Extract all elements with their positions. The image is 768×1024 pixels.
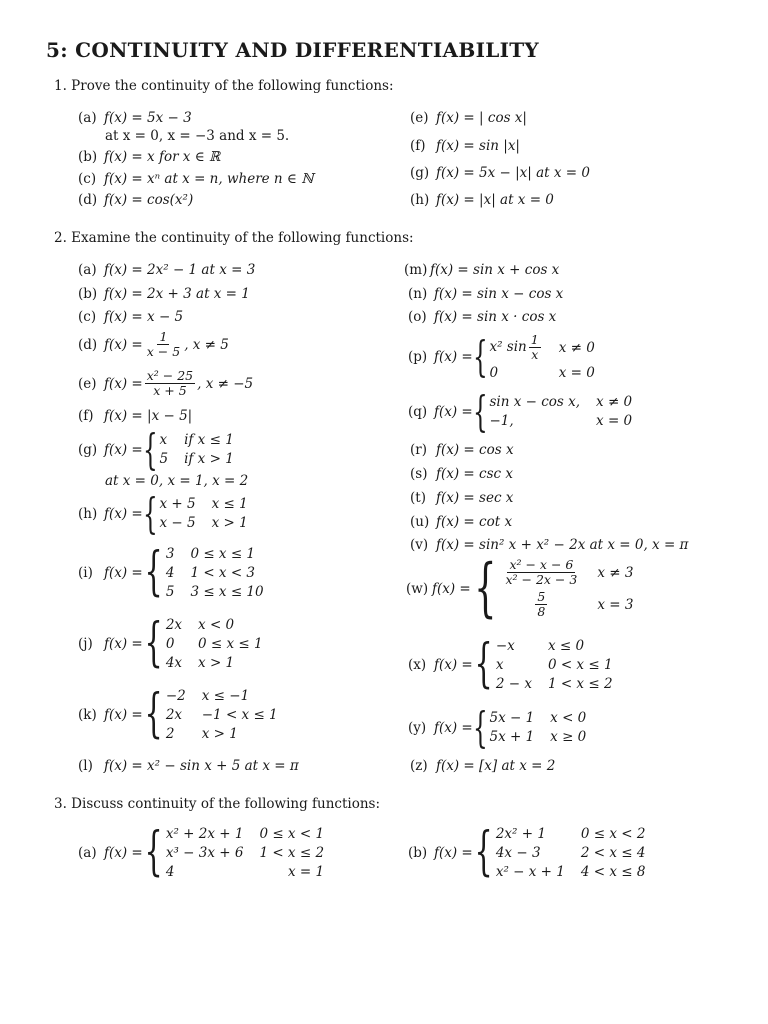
q2-item-u-text: f(x) = cot x xyxy=(436,514,513,530)
piecewise-cases xyxy=(501,558,633,619)
q2-item-b-text: f(x) = 2x + 3 at x = 1 xyxy=(104,286,250,302)
q2-item-q-label: (q) xyxy=(408,403,428,420)
case-value: x − 5 xyxy=(159,515,196,531)
fraction-numerator: 5 xyxy=(537,589,546,604)
piecewise-cases xyxy=(489,710,586,745)
left-brace: { xyxy=(472,332,488,382)
case-value-text: x² sin xyxy=(489,339,527,355)
case-fraction xyxy=(503,590,579,619)
q2-item-m-text: f(x) = sin x + cos x xyxy=(430,262,560,278)
q1-item-d-label: (d) xyxy=(78,192,98,208)
case-value: 5x − 1 xyxy=(489,710,535,726)
case-fraction xyxy=(529,333,541,362)
case-value: sin x − cos x, xyxy=(489,394,581,410)
q2-item-v-label: (v) xyxy=(410,537,429,553)
fraction-numerator: 1 xyxy=(159,329,168,344)
q1-item-h-label: (h) xyxy=(410,192,430,208)
case-value: 2x xyxy=(165,617,183,633)
case-value: 2 xyxy=(165,726,175,742)
q2-item-o-label: (o) xyxy=(408,309,427,325)
left-brace: { xyxy=(472,702,488,752)
q1-item-a-condition: at x = 0, x = −3 and x = 5. xyxy=(105,128,290,144)
q2-item-q xyxy=(408,386,633,436)
fraction-numerator: x² − x − 6 xyxy=(509,557,574,572)
q3-item-b-pre: f(x) = xyxy=(434,845,473,861)
q2-item-r-text: f(x) = cos x xyxy=(436,442,514,458)
q1-item-b xyxy=(78,149,220,165)
case-value: 5 xyxy=(165,584,175,600)
q2-item-y xyxy=(408,702,587,752)
case-condition: x = 3 xyxy=(597,596,634,613)
page-title: 5: CONTINUITY AND DIFFERENTIABILITY xyxy=(46,38,540,62)
q2-item-a xyxy=(78,262,255,278)
q2-item-b xyxy=(78,286,250,302)
q2-item-l-text: f(x) = x² − sin x + 5 at x = π xyxy=(104,758,299,774)
left-brace: { xyxy=(144,684,163,745)
case-value: 4x − 3 xyxy=(495,845,541,861)
left-brace: { xyxy=(472,386,488,436)
case-condition: 2 < x ≤ 4 xyxy=(580,845,646,861)
case-condition: x ≤ 1 xyxy=(211,496,248,512)
q2-item-n-text: f(x) = sin x − cos x xyxy=(434,286,564,302)
piecewise-cases xyxy=(489,333,594,381)
q1-item-g xyxy=(410,165,590,181)
q2-item-f-label: (f) xyxy=(78,408,94,424)
case-condition: 0 ≤ x ≤ 1 xyxy=(190,546,256,562)
q2-item-c xyxy=(78,309,183,325)
case-condition: x > 1 xyxy=(201,726,238,742)
q1-item-h xyxy=(410,192,554,208)
case-condition: 1 < x ≤ 2 xyxy=(259,845,325,861)
case-condition: 1 < x ≤ 2 xyxy=(547,676,613,692)
q2-item-p-label: (p) xyxy=(408,349,428,365)
q3-item-b xyxy=(408,822,646,883)
q2-item-k-label: (k) xyxy=(78,707,97,723)
piecewise-cases xyxy=(489,394,632,429)
left-brace: { xyxy=(142,424,158,474)
q3-item-a-pre: f(x) = xyxy=(104,845,143,861)
q1-item-h-text: f(x) = |x| at x = 0 xyxy=(436,192,554,208)
q1-item-e xyxy=(410,110,527,126)
case-fraction xyxy=(503,558,579,587)
piecewise-cases xyxy=(166,826,324,880)
case-condition: x > 1 xyxy=(211,515,248,531)
q1-item-e-label: (e) xyxy=(410,110,429,126)
case-condition: −1 < x ≤ 1 xyxy=(201,707,278,723)
case-condition: x = 0 xyxy=(558,365,595,381)
q2-item-h-pre: f(x) = xyxy=(104,505,143,522)
q3-item-b-label: (b) xyxy=(408,845,428,861)
q2-item-n xyxy=(408,286,563,302)
piecewise-cases xyxy=(166,688,278,742)
q1-item-c-text: f(x) = xⁿ at x = n, where n ∈ ℕ xyxy=(104,171,314,187)
q2-item-l xyxy=(78,758,299,774)
q1-item-c xyxy=(78,171,314,187)
q2-item-d xyxy=(78,330,229,359)
q2-item-x-label: (x) xyxy=(408,657,427,673)
q1-item-f xyxy=(410,138,520,154)
piecewise-cases xyxy=(496,638,613,692)
q2-item-i-label: (i) xyxy=(78,565,93,581)
case-condition: x ≤ 0 xyxy=(547,638,585,654)
q2-item-t xyxy=(410,490,513,506)
q2-item-h-label: (h) xyxy=(78,505,98,522)
q2-item-j-pre: f(x) = xyxy=(104,636,143,652)
case-condition: x ≠ 3 xyxy=(597,564,634,581)
left-brace: { xyxy=(144,822,163,883)
q1-item-b-label: (b) xyxy=(78,149,98,165)
case-condition: if x ≤ 1 xyxy=(184,432,234,448)
q1-item-f-text: f(x) = sin |x| xyxy=(436,138,520,154)
question-3-heading: 3. Discuss continuity of the following functions: xyxy=(54,796,381,812)
case-value: x xyxy=(159,432,168,448)
fraction-denominator: 8 xyxy=(537,604,546,619)
q2-item-m xyxy=(404,262,559,278)
case-condition: 0 ≤ x < 1 xyxy=(259,826,325,842)
case-value xyxy=(489,333,542,362)
q1-item-a xyxy=(78,110,192,126)
left-brace: { xyxy=(144,613,163,674)
q2-item-s xyxy=(410,466,513,482)
fraction-numerator: x² − 25 xyxy=(146,368,194,383)
case-condition: x ≥ 0 xyxy=(550,729,587,745)
piecewise-cases xyxy=(496,826,646,880)
case-value: x² + 2x + 1 xyxy=(165,826,244,842)
case-value: 0 xyxy=(489,365,499,381)
q2-item-j-label: (j) xyxy=(78,636,93,652)
q2-item-e-fraction xyxy=(145,369,195,398)
case-value: x² − x + 1 xyxy=(495,864,565,880)
q2-item-g-pre: f(x) = xyxy=(104,441,143,458)
left-brace: { xyxy=(144,542,163,603)
piecewise-cases xyxy=(166,617,263,671)
fraction-denominator: x xyxy=(531,347,539,362)
q2-item-y-pre: f(x) = xyxy=(434,719,473,736)
case-value: 2x² + 1 xyxy=(495,826,546,842)
case-value: x + 5 xyxy=(159,496,196,512)
case-value: 3 xyxy=(165,546,175,562)
q2-item-u-label: (u) xyxy=(410,514,430,530)
case-condition: x = 1 xyxy=(287,864,325,880)
q1-item-c-label: (c) xyxy=(78,171,97,187)
q2-item-f xyxy=(78,408,192,424)
case-value: x xyxy=(495,657,504,673)
q2-item-e xyxy=(78,369,253,398)
q1-item-f-label: (f) xyxy=(410,138,426,154)
q2-item-o xyxy=(408,309,556,325)
q2-item-d-pre: f(x) = xyxy=(104,336,143,353)
q2-item-p-pre: f(x) = xyxy=(434,349,473,365)
q2-item-q-pre: f(x) = xyxy=(434,403,473,420)
case-value: 4 xyxy=(165,565,175,581)
left-brace: { xyxy=(474,634,493,695)
q2-item-r xyxy=(410,442,514,458)
case-condition: x > 1 xyxy=(198,655,235,671)
case-condition: if x > 1 xyxy=(184,451,234,467)
q2-item-k xyxy=(78,684,278,745)
q2-item-v-text: f(x) = sin² x + x² − 2x at x = 0, x = π xyxy=(436,537,689,553)
q2-item-r-label: (r) xyxy=(410,442,427,458)
q2-item-d-condition: , x ≠ 5 xyxy=(184,336,229,353)
q1-item-b-text: f(x) = x for x ∈ ℝ xyxy=(104,149,221,165)
piecewise-cases xyxy=(166,546,264,600)
q2-item-g-condition: at x = 0, x = 1, x = 2 xyxy=(105,473,249,489)
q2-item-z-label: (z) xyxy=(410,758,428,774)
q2-item-a-text: f(x) = 2x² − 1 at x = 3 xyxy=(104,262,256,278)
q2-item-f-text: f(x) = |x − 5| xyxy=(104,408,193,424)
case-condition: 4 < x ≤ 8 xyxy=(580,864,646,880)
case-condition: 1 < x < 3 xyxy=(190,565,256,581)
q2-item-s-label: (s) xyxy=(410,466,428,482)
q2-item-w xyxy=(406,550,634,625)
case-condition: 3 ≤ x ≤ 10 xyxy=(190,584,264,600)
case-value: −1, xyxy=(489,413,514,429)
q2-item-b-label: (b) xyxy=(78,286,98,302)
case-value: 2 − x xyxy=(495,676,532,692)
q1-item-e-text: f(x) = | cos x| xyxy=(436,110,527,126)
q2-item-o-text: f(x) = sin x · cos x xyxy=(434,309,557,325)
question-1-heading: 1. Prove the continuity of the following functions: xyxy=(54,78,394,94)
question-2-heading: 2. Examine the continuity of the following functions: xyxy=(54,230,414,246)
q1-item-d-text: f(x) = cos(x²) xyxy=(104,192,194,208)
q1-item-d xyxy=(78,192,193,208)
case-value: x³ − 3x + 6 xyxy=(165,845,244,861)
case-value: 5x + 1 xyxy=(489,729,535,745)
q2-item-g-label: (g) xyxy=(78,441,98,458)
q2-item-u xyxy=(410,514,512,530)
q1-item-a-label: (a) xyxy=(78,110,97,126)
case-condition: 0 < x ≤ 1 xyxy=(547,657,613,673)
q1-item-g-label: (g) xyxy=(410,165,430,181)
case-condition: 0 ≤ x ≤ 1 xyxy=(198,636,263,652)
fraction-numerator: 1 xyxy=(530,332,539,347)
q3-item-a xyxy=(78,822,325,883)
fraction-denominator: x² − 2x − 3 xyxy=(505,572,578,587)
left-brace: { xyxy=(142,488,158,538)
left-brace: { xyxy=(473,550,497,625)
q2-item-e-condition: , x ≠ −5 xyxy=(197,375,254,392)
q2-item-c-label: (c) xyxy=(78,309,97,325)
q2-item-i-pre: f(x) = xyxy=(104,565,143,581)
case-condition: x < 0 xyxy=(198,617,235,633)
q2-item-m-label: (m) xyxy=(404,262,428,278)
q2-item-x xyxy=(408,634,613,695)
case-value: −2 xyxy=(165,688,186,704)
q1-item-a-text: f(x) = 5x − 3 xyxy=(104,110,192,126)
q2-item-y-label: (y) xyxy=(408,719,427,736)
case-condition: x ≠ 0 xyxy=(558,339,595,356)
case-condition: x = 0 xyxy=(596,413,633,429)
q2-item-l-label: (l) xyxy=(78,758,93,774)
case-condition: 0 ≤ x < 2 xyxy=(580,826,646,842)
q2-item-w-pre: f(x) = xyxy=(432,580,471,597)
case-value: 2x xyxy=(165,707,183,723)
q2-item-j xyxy=(78,613,263,674)
q1-item-g-text: f(x) = 5x − |x| at x = 0 xyxy=(436,165,590,181)
q2-item-z xyxy=(410,758,555,774)
q2-item-p xyxy=(408,333,595,381)
q2-item-e-pre: f(x) = xyxy=(104,375,143,392)
q3-item-a-label: (a) xyxy=(78,845,97,861)
case-value: 4x xyxy=(165,655,183,671)
case-value: 5 xyxy=(159,451,169,467)
q2-item-n-label: (n) xyxy=(408,286,428,302)
case-condition: x ≤ −1 xyxy=(201,688,250,704)
q2-item-e-label: (e) xyxy=(78,375,97,392)
q2-item-t-label: (t) xyxy=(410,490,426,506)
q2-item-a-label: (a) xyxy=(78,262,97,278)
q2-item-c-text: f(x) = x − 5 xyxy=(104,309,184,325)
case-condition: x < 0 xyxy=(550,710,587,726)
q2-item-w-label: (w) xyxy=(406,580,429,597)
case-value: −x xyxy=(495,638,515,654)
fraction-denominator: x − 5 xyxy=(146,344,181,359)
q2-item-v xyxy=(410,537,688,553)
q2-item-g xyxy=(78,424,234,474)
case-value: 4 xyxy=(165,864,175,880)
case-value: 0 xyxy=(165,636,175,652)
fraction-denominator: x + 5 xyxy=(153,383,187,398)
q2-item-s-text: f(x) = csc x xyxy=(436,466,513,482)
q2-item-d-label: (d) xyxy=(78,336,98,353)
q2-item-t-text: f(x) = sec x xyxy=(436,490,514,506)
q2-item-z-text: f(x) = [x] at x = 2 xyxy=(436,758,556,774)
left-brace: { xyxy=(474,822,493,883)
q2-item-k-pre: f(x) = xyxy=(104,707,143,723)
q2-item-h xyxy=(78,488,248,538)
q2-item-i xyxy=(78,542,264,603)
q2-item-x-pre: f(x) = xyxy=(434,657,473,673)
case-condition: x ≠ 0 xyxy=(596,394,633,410)
piecewise-cases xyxy=(159,496,247,531)
q2-item-d-fraction xyxy=(145,330,182,359)
piecewise-cases xyxy=(159,432,233,467)
